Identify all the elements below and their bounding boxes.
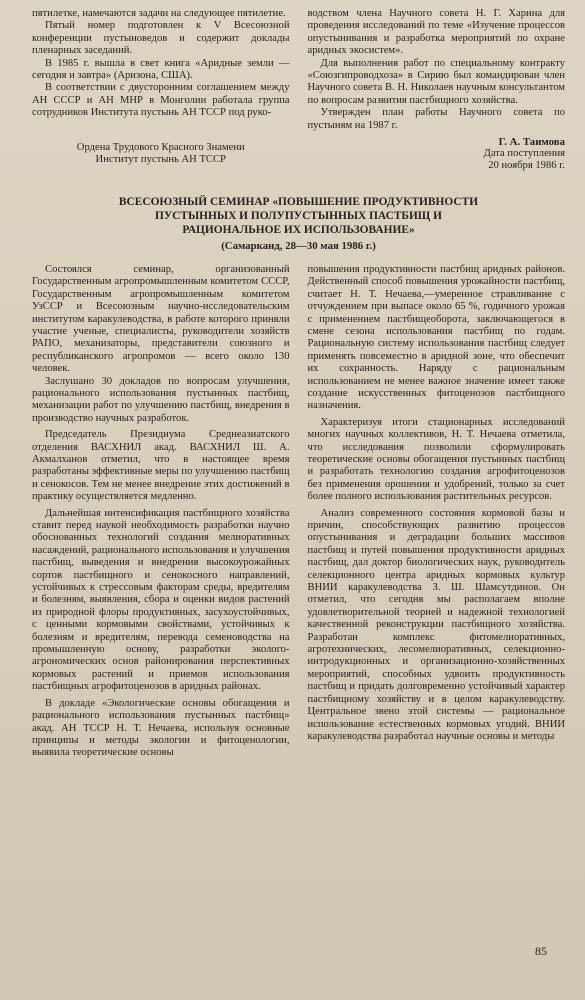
received-date: 20 ноября 1986 г. bbox=[488, 160, 565, 172]
previous-article-left-text bbox=[32, 8, 290, 120]
paragraph: Дальнейшая интенсификация пастбищного хозяйства ставит перед наукой необходимость разработки научно обоснованных технологий создания мелиоративных насаждений, рационального использования и улучшения пастбищ, выведения и внедрения высокоурожайных сортов пастбищного и сенокосного направлений, устойчивых к стрессовым факторам среды, вредителям и болезням, выявления, сбора и оценки видов растений из природной флоры продуктивных, засухоустойчивых, с ценными кормовыми свойствами, устойчивых к болезням и вредителям, перевода семеноводства на промышленную основу, разработки эколого-агрономических основ районирования перспективных кормовых растений и приемов использования пастбищных агрофитоценозов в аридных районах. bbox=[32, 507, 290, 693]
paragraph: Характеризуя итоги стационарных исследований многих научных коллективов, Н. Т. Нечаева отметила, что исследования позволили сформулировать теоретические основы обогащения пустынных пастбищ и разработать технологию создания агрофитоценозов без применения орошения и удобрений, только за счет более полного использования растительных ресурсов. bbox=[307, 416, 565, 503]
paragraph: пятилетке, намечаются задачи на следующее пятилетие. bbox=[32, 8, 286, 19]
organization-order: Ордена Трудового Красного Знамени bbox=[76, 141, 245, 153]
article-left-column bbox=[32, 264, 290, 760]
received-label: Дата поступления bbox=[483, 148, 565, 160]
previous-article-right-column bbox=[308, 8, 566, 173]
paragraph: В докладе «Экологические основы обогащения и рационального использования пустынных пастбищ» акад. АН ТССР Н. Т. Нечаева, используя основные принципы и методы экологии и фитоценологии, выявила теоретические основы bbox=[32, 697, 290, 759]
paragraph: Анализ современного состояния кормовой базы и причин, способствующих развитию процессов опустынивания и деградации больших массивов пастбищ и путей повышения продуктивности аридных пастбищ, дал доктор биологических наук, руководитель селекционного центра аридных кормовых культур ВНИИ каракулеводства З. Ш. Шамсутдинов. Он отметил, что сегодня мы располагаем вполне удовлетворительной теорией и надежной технологией качественной реконструкции пастбищного хозяйства. Разработан комплекс фитомелиоративных, агротехнических, лесомелиоративных, селекционно-интродукционных и организационно-хозяйственных мероприятий, способных удвоить продуктивность пастбищ и придать долговременно устойчивый характер пастбищному хозяйству и в целом каракулеводству. Центральное звено этой системы — рациональное использование естественных кормовых угодий. ВНИИ каракулеводства разработал научные основы и методы bbox=[307, 507, 565, 742]
paragraph: В 1985 г. вышла в свет книга «Аридные земли — сегодня и завтра» (Аризона, США). bbox=[32, 57, 290, 82]
paragraph: Утвержден план работы Научного совета по пустыням на 1987 г. bbox=[307, 107, 565, 131]
previous-article-left-column bbox=[32, 8, 290, 173]
article-body bbox=[32, 264, 565, 760]
organization-block bbox=[32, 142, 290, 167]
paragraph: водством члена Научного совета Н. Г. Харина для проведения исследований по теме «Изучение процессов опустынивания и разработка мероприятий по охране аридных экосистем». bbox=[307, 8, 565, 57]
paragraph: Для выполнения работ по специальному контракту «Союзгипроводхоза» в Сирию был командирован член Научного совета В. Н. Николаев научным консультантом по вопросам развития пастбищного хозяйства. bbox=[307, 57, 565, 106]
paragraph: Председатель Президиума Среднеазиатского отделения ВАСХНИЛ акад. ВАСХНИЛ Ш. А. Акмалханов отметил, что в настоящее время разработаны эффективные меры по улучшению пастбищ и сенокосов. Тем не менее внедрение этих достижений в практику осуществляется медленно. bbox=[32, 429, 290, 503]
article-right-column bbox=[308, 264, 566, 760]
article-title-line: ВСЕСОЮЗНЫЙ СЕМИНАР «ПОВЫШЕНИЕ ПРОДУКТИВНОСТИ bbox=[118, 195, 479, 208]
article-title-line: РАЦИОНАЛЬНОЕ ИХ ИСПОЛЬЗОВАНИЕ» bbox=[182, 223, 415, 236]
organization-institute: Институт пустынь АН ТССР bbox=[95, 154, 226, 166]
article-title bbox=[32, 195, 565, 237]
previous-article-end bbox=[32, 8, 565, 173]
article-title-line: ПУСТЫННЫХ И ПОЛУПУСТЫННЫХ ПАСТБИЩ И bbox=[154, 209, 443, 222]
paragraph: повышения продуктивности пастбищ аридных районов. Действенный способ повышения урожайности пастбищ, считает Н. Т. Нечаева,—умеренное стравливание с отчуждением при выпасе около 65 %, годичного урожая с применением пастбищеоборота, заключающегося в смене сезона использования пастбищ по годам. Рациональную систему использования пастбищ следует применять повсеместно в аридной зоне, что обеспечит их сохранность. Наряду с рациональным использованием не менее важное значение имеет также создание искусственных фитоценозов пастбищного назначения. bbox=[307, 263, 565, 412]
page-number: 85 bbox=[535, 944, 547, 958]
paragraph: Состоялся семинар, организованный Государственным агропромышленным комитетом СССР, Государственным агропромышленным комитетом УзССР и Всесоюзным научно-исследовательским институтом каракулеводства, в работе которого приняли участие ученые, специалисты, руководители хозяйств РАПО, механизаторы, представители союзного и республиканского агропромов — всего около 130 человек. bbox=[32, 263, 290, 375]
paragraph: Заслушано 30 докладов по вопросам улучшения, рационального использования пустынных пастбищ, механизации работ по улучшению пастбищ, внедрения в производство научных разработок. bbox=[32, 375, 290, 424]
previous-article-right-text bbox=[308, 8, 566, 132]
paragraph: Пятый номер подготовлен к V Всесоюзной конференции пустыноведов и содержит доклады пленарных заседаний. bbox=[32, 20, 290, 57]
author-signature: Г. А. Таимова bbox=[498, 136, 565, 149]
paragraph: В соответствии с двусторонним соглашением между АН СССР и АН МНР в Монголии работала группа сотрудников Института пустынь АН ТССР под руко- bbox=[32, 82, 290, 119]
article-subtitle: (Самарканд, 28—30 мая 1986 г.) bbox=[221, 239, 376, 252]
